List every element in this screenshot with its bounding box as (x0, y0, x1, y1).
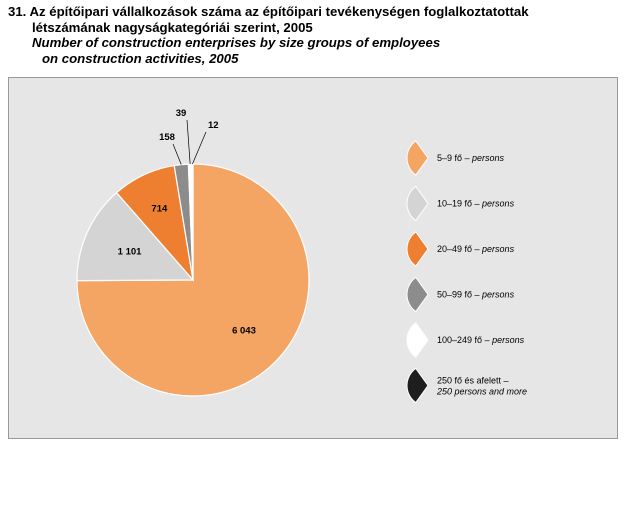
legend-swatch-4 (407, 277, 428, 311)
chart-frame (8, 77, 618, 439)
title-hu-line2: létszámának nagyságkategóriái szerint, 2005 (32, 19, 313, 35)
legend-label-5: 100–249 fő – persons (437, 335, 525, 345)
legend-label-1: 5–9 fő – persons (437, 153, 505, 163)
leader-line-5 (187, 120, 190, 164)
slice-value-label-3: 714 (151, 203, 168, 215)
slice-value-label-5: 39 (175, 108, 187, 119)
legend-swatch-2 (407, 186, 428, 220)
legend-label-3: 20–49 fő – persons (437, 244, 515, 254)
legend (407, 141, 527, 403)
leader-lines (173, 120, 206, 165)
legend-swatch-5 (407, 323, 428, 357)
title-english (8, 35, 620, 66)
leader-line-4 (173, 144, 181, 165)
title-en-line2: on construction activities, 2005 (42, 50, 239, 66)
legend-swatch-3 (407, 232, 428, 266)
slice-value-label-4: 158 (159, 132, 175, 143)
slice-value-label-2: 1 101 (117, 246, 142, 258)
legend-label-4: 50–99 fő – persons (437, 289, 515, 300)
legend-label-2: 10–19 fő – persons (437, 198, 515, 209)
title-hungarian (8, 4, 620, 35)
pie-chart (9, 78, 617, 438)
title-hu-line1: 31. Az építőipari vállalkozások száma az építőipari tevékenységen foglalkoztatottak (8, 4, 529, 19)
title-block (8, 4, 620, 66)
leader-line-6 (192, 132, 206, 164)
pie-slices (77, 164, 309, 396)
title-en-line1: Number of construction enterprises by size groups of employees (32, 35, 441, 50)
legend-swatch-1 (407, 141, 428, 175)
legend-swatch-6 (407, 368, 428, 402)
slice-value-label-1: 6 043 (232, 325, 256, 337)
legend-label-6: 250 fő és afelett – 250 persons and more (437, 375, 528, 397)
slice-value-label-6: 12 (208, 120, 219, 131)
